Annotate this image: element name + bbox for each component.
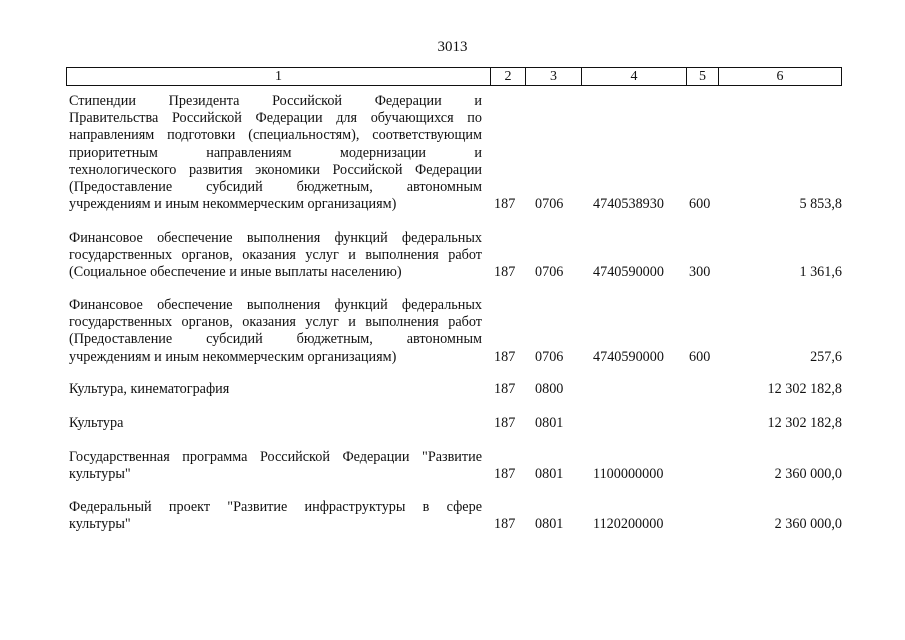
row-name-line: Федеральный проект "Развитие инфраструктуры в сфере [69, 499, 482, 515]
row-name-line: культуры" [69, 466, 131, 483]
row-name [69, 449, 482, 483]
row-name [69, 297, 482, 366]
header-col-5: 5 [687, 68, 719, 85]
row-expense-type: 300 [689, 264, 711, 281]
row-name-line: Культура, кинематография [69, 381, 230, 397]
row-code-col2: 187 [494, 415, 516, 431]
header-col-4: 4 [582, 68, 687, 85]
row-name [69, 415, 482, 432]
row-code-col2: 187 [494, 196, 516, 213]
row-section-code: 0706 [535, 196, 564, 213]
row-name-line: Стипендии Президента Российской Федерации и [69, 93, 482, 109]
row-name-line: (Социальное обеспечение и иные выплаты населению) [69, 264, 402, 281]
row-amount: 1 361,6 [799, 264, 842, 281]
row-amount: 12 302 182,8 [767, 381, 842, 397]
row-amount: 12 302 182,8 [767, 415, 842, 431]
row-amount: 257,6 [810, 348, 842, 365]
row-name [69, 93, 482, 213]
row-section-code: 0800 [535, 381, 564, 397]
table-header [66, 67, 842, 86]
row-name-line: Финансовое обеспечение выполнения функций федеральных [69, 230, 482, 246]
row-name-line: технологического развития экономики Российской Федерации [69, 161, 482, 178]
row-amount: 2 360 000,0 [774, 516, 842, 533]
row-code-col2: 187 [494, 516, 516, 533]
row-name-line: (Предоставление субсидий бюджетным, автономным [69, 331, 482, 348]
row-amount: 2 360 000,0 [774, 466, 842, 483]
row-section-code: 0706 [535, 348, 564, 365]
row-name [69, 381, 482, 398]
page-number: 3013 [437, 39, 468, 55]
row-name-line: (Предоставление субсидий бюджетным, автономным [69, 179, 482, 196]
header-col-3: 3 [526, 68, 582, 85]
row-name-line: Государственная программа Российской Федерации "Развитие [69, 449, 482, 465]
row-section-code: 0801 [535, 516, 564, 533]
row-code-col2: 187 [494, 381, 516, 397]
row-name-line: культуры" [69, 516, 131, 533]
row-name-line: направлениям подготовки (специальностям), соответствующим [69, 127, 482, 144]
row-expense-type: 600 [689, 196, 711, 213]
row-name [69, 230, 482, 282]
row-target-code: 4740538930 [593, 196, 664, 213]
row-target-code: 1120200000 [593, 516, 664, 533]
row-name-line: учреждениям и иным некоммерческим организациям) [69, 196, 397, 213]
row-code-col2: 187 [494, 466, 516, 483]
row-target-code: 1100000000 [593, 466, 664, 483]
row-target-code: 4740590000 [593, 264, 664, 281]
row-name-line: Финансовое обеспечение выполнения функций федеральных [69, 297, 482, 313]
row-section-code: 0801 [535, 466, 564, 483]
row-name-line: Правительства Российской Федерации для обучающихся по [69, 110, 482, 127]
row-code-col2: 187 [494, 264, 516, 281]
row-expense-type: 600 [689, 348, 711, 365]
header-col-2: 2 [491, 68, 526, 85]
row-name-line: государственных органов, оказания услуг и выполнения работ [69, 247, 482, 264]
row-name [69, 499, 482, 533]
row-section-code: 0801 [535, 415, 564, 431]
header-col-6: 6 [776, 69, 784, 84]
row-name-line: государственных органов, оказания услуг и выполнения работ [69, 314, 482, 331]
row-name-line: Культура [69, 415, 124, 431]
row-name-line: приоритетным направлениям модернизации и [69, 144, 482, 161]
row-code-col2: 187 [494, 348, 516, 365]
header-col-1: 1 [67, 68, 491, 85]
row-section-code: 0706 [535, 264, 564, 281]
row-amount: 5 853,8 [799, 196, 842, 213]
row-target-code: 4740590000 [593, 348, 664, 365]
row-name-line: учреждениям и иным некоммерческим организациям) [69, 348, 397, 365]
